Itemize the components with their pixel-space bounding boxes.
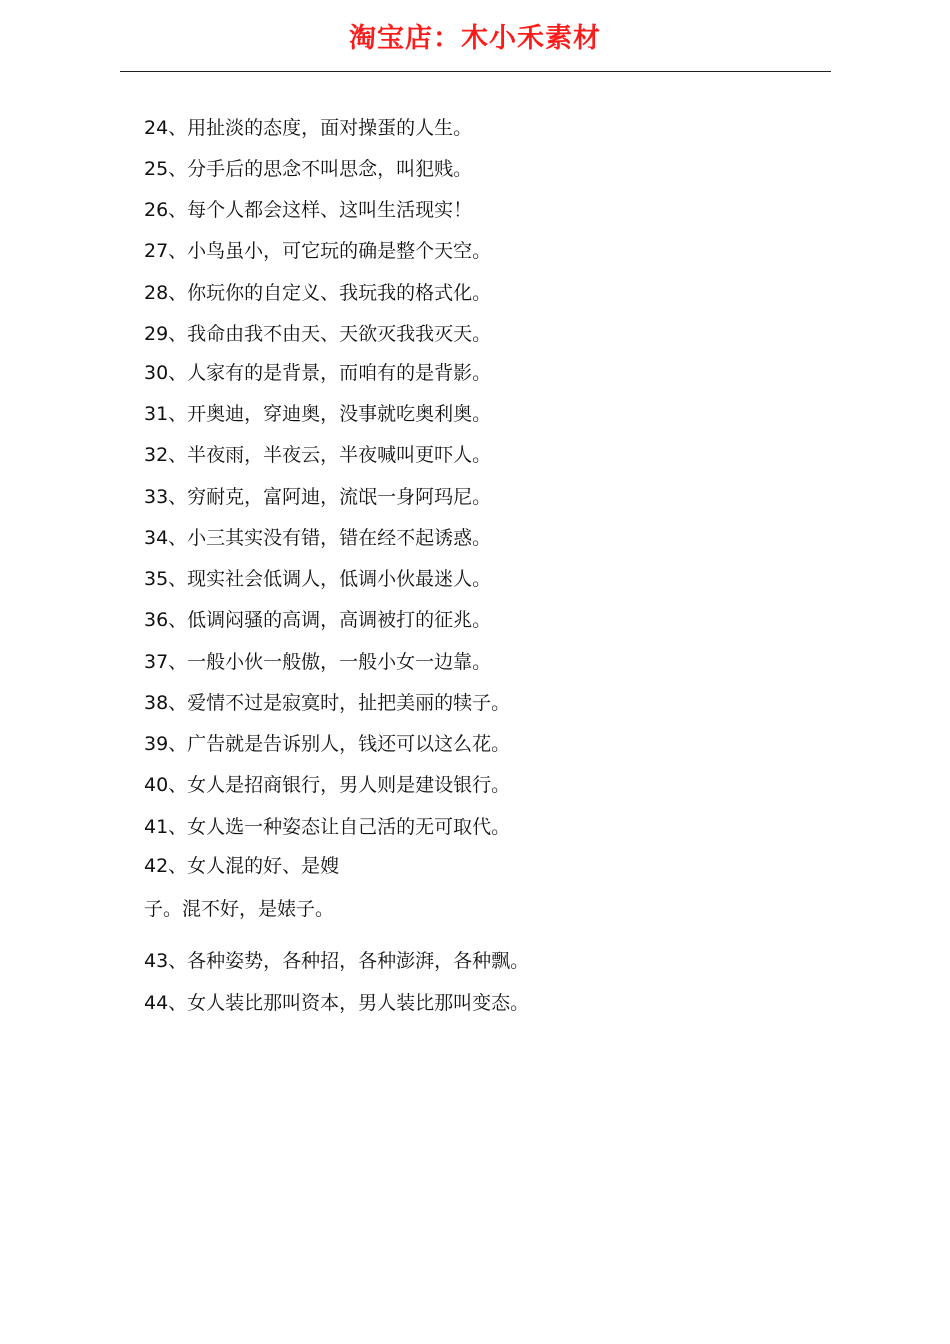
header-title: 淘宝店：木小禾素材 (349, 23, 601, 54)
text-line: 25、分手后的思念不叫思念，叫犯贱。 (144, 158, 473, 180)
text-line: 30、人家有的是背景，而咱有的是背影。 (144, 362, 492, 384)
text-line: 38、爱情不过是寂寞时，扯把美丽的犊子。 (144, 692, 511, 714)
text-line: 32、半夜雨，半夜云，半夜喊叫更吓人。 (144, 444, 492, 466)
text-line: 33、穷耐克，富阿迪，流氓一身阿玛尼。 (144, 486, 492, 508)
text-line: 26、每个人都会这样、这叫生活现实！ (144, 199, 473, 221)
text-line: 27、小鸟虽小，可它玩的确是整个天空。 (144, 240, 492, 262)
text-line: 31、开奥迪，穿迪奥，没事就吃奥利奥。 (144, 403, 492, 425)
text-line: 34、小三其实没有错，错在经不起诱惑。 (144, 527, 492, 549)
text-line: 44、女人装比那叫资本，男人装比那叫变态。 (144, 992, 530, 1014)
text-line: 29、我命由我不由天、天欲灭我我灭天。 (144, 323, 492, 345)
text-line: 39、广告就是告诉别人，钱还可以这么花。 (144, 733, 511, 755)
text-line: 42、女人混的好、是嫂 (144, 855, 340, 877)
text-line: 28、你玩你的自定义、我玩我的格式化。 (144, 282, 492, 304)
text-line: 35、现实社会低调人，低调小伙最迷人。 (144, 568, 492, 590)
header-divider (120, 71, 831, 72)
text-line: 41、女人选一种姿态让自己活的无可取代。 (144, 816, 511, 838)
text-line: 子。混不好，是婊子。 (144, 898, 335, 920)
text-line: 24、用扯淡的态度，面对操蛋的人生。 (144, 117, 473, 139)
text-line: 43、各种姿势，各种招，各种澎湃，各种飘。 (144, 950, 530, 972)
text-line: 40、女人是招商银行，男人则是建设银行。 (144, 774, 511, 796)
text-line: 36、低调闷骚的高调，高调被打的征兆。 (144, 609, 492, 631)
text-line: 37、一般小伙一般傲，一般小女一边靠。 (144, 651, 492, 673)
